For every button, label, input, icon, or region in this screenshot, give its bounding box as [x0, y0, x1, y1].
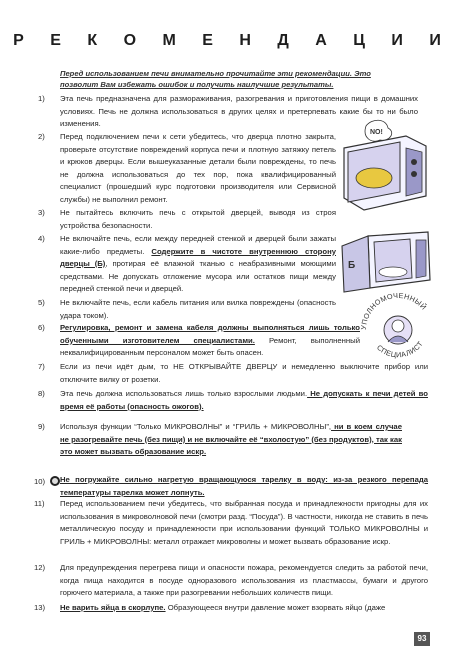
item-text — [60, 233, 336, 296]
item-number: 8) — [38, 389, 45, 398]
item-text: Не пытайтесь включить печь с открытой дверцей, выводя из строя устройства безопасности. — [60, 208, 336, 230]
item-number: 5) — [38, 298, 45, 307]
item-number: 4) — [38, 234, 45, 243]
item-text: Эта печь предназначена для размораживания, разогревания и приготовления пищи в домашних условиях. Печь не должна использоваться в других целях и претерпевать какие бы то ни было изменения. — [60, 94, 418, 128]
item-text — [60, 602, 428, 615]
item-text: Не включайте печь, если кабель питания или вилка повреждены (опасность удара током). — [60, 298, 336, 320]
badge-bottom-text: СПЕЦИАЛИСТ — [375, 339, 425, 360]
item-text — [60, 322, 360, 360]
item-number: 12) — [34, 563, 46, 572]
item-text-part: Образующееся внутри давление может взорвать яйцо (даже — [165, 603, 386, 612]
item-number: 6) — [38, 323, 45, 332]
item-number: 1) — [38, 94, 45, 103]
item-text: Для предупреждения перегрева пищи и опасности пожара, рекомендуется следить за работой печи, когда пища находится в посуде одноразового использования из пластмассы, бумаги и другого горючего материала, а также при разогревании небольших количеств пищи. — [60, 563, 428, 597]
door-letter-label: Б — [348, 260, 356, 271]
item-text: Если из печи идёт дым, то НЕ ОТКРЫВАЙТЕ ДВЕРЦУ и немедленно выключите прибор или отключите вилку от розетки. — [60, 362, 428, 384]
item-number: 3) — [38, 208, 45, 217]
item-text: Перед использованием печи убедитесь, что выбранная посуда и принадлежности пригодны для их использования в микроволновой печи (смотри разд. “Посуда”). В частности, никогда не ставить в печь металлическую посуду и принадлежности при использовании функций ТОЛЬКО МИКРОВОЛНЫ и ГРИЛЬ + МИКРОВОЛНЫ: металл отражает микроволны и может вызвать образование искр. — [60, 499, 428, 546]
item-text-bold: Не допускать к печи детей во время её работы (опасность ожогов). — [60, 389, 428, 411]
badge-top-text: УПОЛНОМОЧЕННЫЙ — [358, 290, 429, 331]
item-number: 11) — [34, 499, 45, 508]
item-text-part: Ремонт, выполненный неквалифицированным персоналом может быть опасен. — [60, 335, 360, 357]
item-number: 10) — [34, 477, 46, 486]
item-number: 13) — [34, 603, 46, 612]
item-text-bold: ни в коем случае не разогревайте печь (без пищи) и не включайте её “вхолостую” (без продуктов), так как это может вызвать образование искр. — [60, 422, 402, 456]
item-text — [60, 421, 402, 459]
item-text-part: , протирая её влажной тканью с неабразивными моющими средствами. Не допускать отложение мусора или остатков пищи между передней стенкой печи и дверцей. — [60, 259, 336, 293]
item-text: Перед подключением печи к сети убедитесь, что дверца плотно закрыта, проверьте отсутствие повреждений корпуса печи и плотную затяжку петель и крюков дверцы. Если вышеуказанные детали были повреждены, то печь не должна использоваться до тех пор, пока квалифицированный специалист (прошедший курс подготовки производителя или Сервисной службы) не выполнил ремонт. — [60, 132, 336, 204]
specialist-badge — [356, 286, 440, 366]
page-title: Р Е К О М Е Н Д А Ц И И — [13, 32, 452, 49]
item-text — [60, 388, 428, 413]
item-text-bold: Регулировка, ремонт и замена кабеля должны выполняться лишь только обученными изготовителем специалистами. — [60, 323, 360, 345]
item-text-bold: Не варить яйца в скорлупе. — [60, 603, 166, 612]
microwave-door-illustration — [336, 118, 436, 218]
no-sign-text: NO! — [370, 129, 383, 136]
item-number: 9) — [38, 422, 45, 431]
item-text-bold: Не погружайте сильно нагретую вращающуюся тарелку в воду: из-за резкого перепада температуры тарелка может лопнуть. — [60, 475, 428, 497]
page-number: 93 — [414, 632, 430, 646]
item-text-part: Эта печь должна использоваться лишь только взрослыми людьми. — [60, 389, 308, 398]
intro-text: Перед использованием печи внимательно прочитайте эти рекомендации. Это позволит Вам избежать ошибок и получить наилучшие результаты. — [60, 69, 371, 89]
item-text-part: Используя функции “Только МИКРОВОЛНЫ” и “ГРИЛЬ + МИКРОВОЛНЫ”, — [60, 422, 332, 431]
item-text-bold: Содержите в чистоте внутреннюю сторону дверцы (Б) — [60, 246, 336, 268]
item-number: 7) — [38, 362, 45, 371]
item-number: 2) — [38, 132, 45, 141]
item-text-part: Не включайте печь, если между передней стенкой и дверцей были зажаты какие-либо предметы. — [60, 234, 336, 256]
warning-marker-icon — [50, 476, 60, 486]
